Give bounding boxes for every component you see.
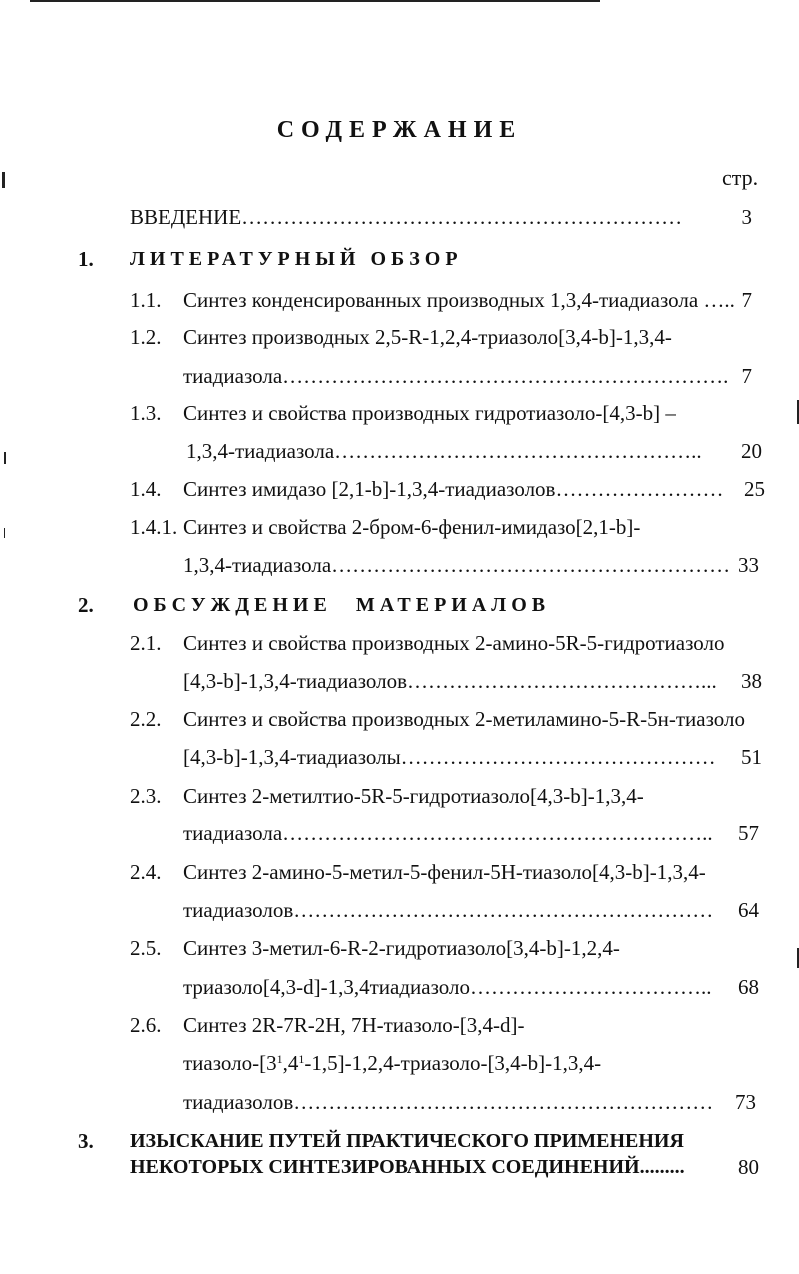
section-2-2-page: 51 bbox=[741, 745, 762, 769]
section-2-3-title-line2: тиадиазола…………………………………………………….. bbox=[183, 821, 713, 845]
section-2-5-page: 68 bbox=[738, 975, 759, 999]
section-1-4-title: Синтез имидазо [2,1-b]-1,3,4-тиадиазолов…………………… bbox=[183, 477, 724, 501]
superscript: 1 bbox=[276, 1052, 283, 1066]
intro-page: 3 bbox=[741, 205, 752, 229]
section-1-3-title-line1: Синтез и свойства производных гидротиазоло-[4,3-b] – bbox=[183, 401, 676, 425]
section-1-3-number: 1.3. bbox=[130, 401, 162, 425]
section-2-1-number: 2.1. bbox=[130, 631, 162, 655]
section-2-4-title-line2: тиадиазолов…………………………………………………… bbox=[183, 898, 714, 922]
section-1-4-1-title-line2: 1,3,4-тиадиазола………………………………………………… bbox=[183, 553, 731, 577]
section-1-4-1-title-line1: Синтез и свойства 2-бром-6-фенил-имидазо[2,1-b]- bbox=[183, 515, 641, 539]
chapter-3-page: 80 bbox=[738, 1155, 759, 1179]
section-2-3-number: 2.3. bbox=[130, 784, 162, 808]
section-1-3-title-line2: 1,3,4-тиадиазола…………………………………………….. bbox=[186, 439, 702, 463]
section-1-4-1-number: 1.4.1. bbox=[130, 515, 178, 539]
section-2-2-title-line1: Синтез и свойства производных 2-метиламино-5-R-5н-тиазоло bbox=[183, 707, 745, 731]
chapter-1-number: 1. bbox=[78, 247, 94, 271]
section-2-6-line2-part-a: тиазоло-[3 bbox=[183, 1051, 277, 1075]
chapter-2-number: 2. bbox=[78, 593, 94, 617]
section-2-6-line2-part-b: ,4 bbox=[282, 1051, 299, 1075]
intro-title: ВВЕДЕНИЕ bbox=[130, 205, 242, 229]
section-1-2-page: 7 bbox=[741, 364, 752, 388]
section-2-6-page: 73 bbox=[735, 1090, 756, 1114]
section-2-4-number: 2.4. bbox=[130, 860, 162, 884]
chapter-3-leader: ......... bbox=[639, 1156, 685, 1178]
section-2-4-page: 64 bbox=[738, 898, 759, 922]
intro-leader: ……………………………………………………… bbox=[241, 205, 683, 229]
chapter-2-title: ОБСУЖДЕНИЕ МАТЕРИАЛОВ bbox=[133, 594, 551, 616]
section-2-6-title-line2 bbox=[183, 1051, 601, 1075]
scan-left-mark bbox=[4, 452, 6, 464]
page-title: СОДЕРЖАНИЕ bbox=[276, 117, 523, 143]
section-2-5-title-line2: триазоло[4,3-d]-1,3,4тиадиазоло…………………………….. bbox=[183, 975, 712, 999]
section-2-1-title-line2: [4,3-b]-1,3,4-тиадиазолов……………………………………... bbox=[183, 669, 717, 693]
scan-left-mark bbox=[2, 172, 5, 188]
section-1-1-number: 1.1. bbox=[130, 288, 162, 312]
section-1-1-title: Синтез конденсированных производных 1,3,4-тиадиазола ….. bbox=[183, 288, 735, 312]
section-1-4-page: 25 bbox=[744, 477, 765, 501]
section-1-2-number: 1.2. bbox=[130, 325, 162, 349]
section-1-3-page: 20 bbox=[741, 439, 762, 463]
superscript: 1 bbox=[298, 1052, 305, 1066]
section-1-2-title-line1: Синтез производных 2,5-R-1,2,4-триазоло[3,4-b]-1,3,4- bbox=[183, 325, 672, 349]
section-2-6-line2-part-c: -1,5]-1,2,4-триазоло-[3,4-b]-1,3,4- bbox=[304, 1051, 602, 1075]
toc-entry-intro bbox=[130, 205, 682, 229]
chapter-1-title: ЛИТЕРАТУРНЫЙ ОБЗОР bbox=[130, 248, 463, 270]
section-2-6-title-line1: Синтез 2R-7R-2H, 7H-тиазоло-[3,4-d]- bbox=[183, 1013, 525, 1037]
scan-top-line bbox=[30, 0, 600, 2]
section-2-3-page: 57 bbox=[738, 821, 759, 845]
section-2-4-title-line1: Синтез 2-амино-5-метил-5-фенил-5Н-тиазоло[4,3-b]-1,3,4- bbox=[183, 860, 706, 884]
section-1-1-page: 7 bbox=[741, 288, 752, 312]
section-2-1-title-line1: Синтез и свойства производных 2-амино-5R-5-гидротиазоло bbox=[183, 631, 725, 655]
chapter-3-number: 3. bbox=[78, 1129, 94, 1153]
chapter-3-title-text: НЕКОТОРЫХ СИНТЕЗИРОВАННЫХ СОЕДИНЕНИЙ bbox=[130, 1156, 640, 1178]
section-1-4-1-page: 33 bbox=[738, 553, 759, 577]
section-2-6-number: 2.6. bbox=[130, 1013, 162, 1037]
section-2-2-number: 2.2. bbox=[130, 707, 162, 731]
chapter-3-title-line1: ИЗЫСКАНИЕ ПУТЕЙ ПРАКТИЧЕСКОГО ПРИМЕНЕНИЯ bbox=[130, 1130, 684, 1152]
scan-left-mark bbox=[4, 528, 5, 538]
page-column-label: стр. bbox=[722, 165, 759, 190]
chapter-3-title-line2 bbox=[130, 1155, 685, 1179]
section-1-4-number: 1.4. bbox=[130, 477, 162, 501]
section-2-1-page: 38 bbox=[741, 669, 762, 693]
section-2-6-title-line3: тиадиазолов…………………………………………………… bbox=[183, 1090, 714, 1114]
section-2-5-title-line1: Синтез 3-метил-6-R-2-гидротиазоло[3,4-b]-1,2,4- bbox=[183, 936, 620, 960]
section-2-5-number: 2.5. bbox=[130, 936, 162, 960]
section-2-3-title-line1: Синтез 2-метилтио-5R-5-гидротиазоло[4,3-b]-1,3,4- bbox=[183, 784, 644, 808]
section-2-2-title-line2: [4,3-b]-1,3,4-тиадиазолы……………………………………… bbox=[183, 745, 716, 769]
section-1-2-title-line2: тиадиазола………………………………………………………. bbox=[183, 364, 729, 388]
